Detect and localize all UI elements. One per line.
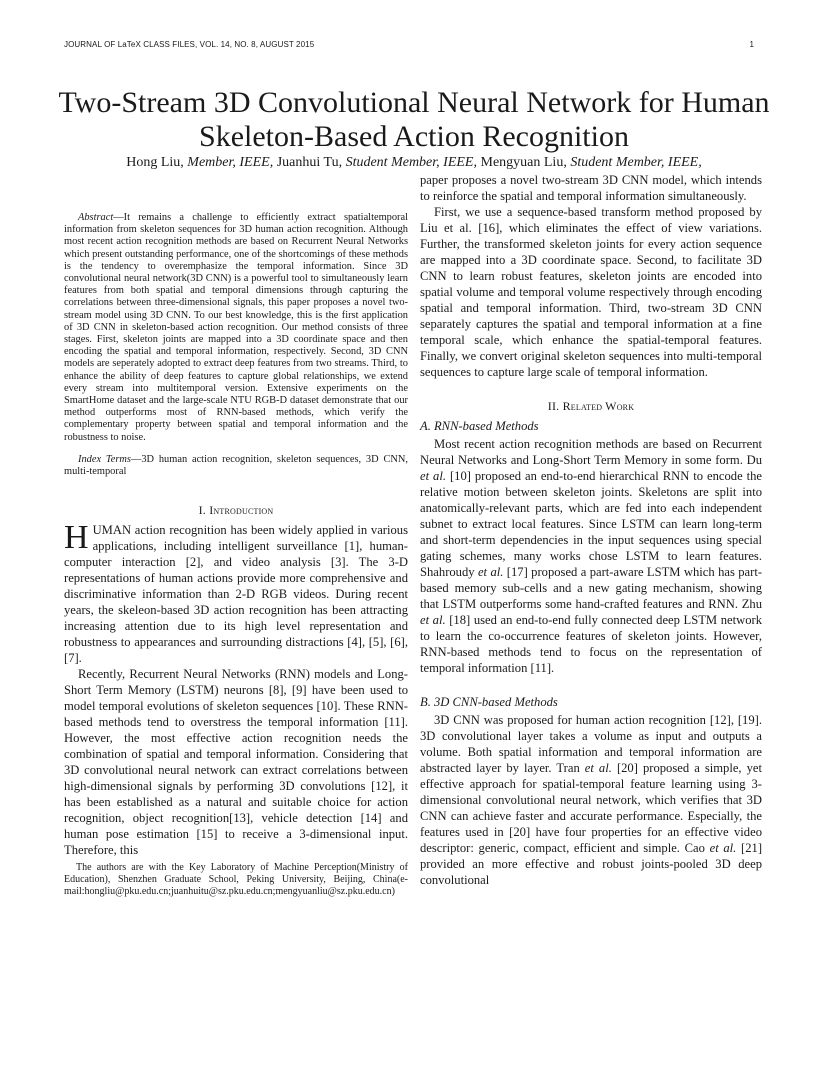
abstract — [64, 212, 408, 444]
author-name: Hong Liu, — [126, 155, 184, 170]
section-heading-related-work — [420, 398, 762, 414]
author-role: Member, IEEE, — [187, 155, 274, 170]
subsection-heading-rnn: A. RNN-based Methods — [420, 419, 539, 433]
et-al: et al. — [420, 469, 446, 483]
et-al: et al. — [584, 761, 612, 775]
author-name: Juanhui Tu, — [276, 155, 343, 170]
section-title: Related Work — [562, 399, 635, 413]
text-run: [10] proposed an end-to-end hierarchical RNN to encode the relative motion between skeleton joints. Skeletons are split into anatomically-relevant parts, which are fed into each independent subnet to extract local features. Since LSTM can learn long-term and short-term dependencies in the input sequences using special gating schemes, many works chose LSTM to learn features. Shahroudy — [420, 469, 763, 579]
abstract-text: —It remains a challenge to efficiently extract spatialtemporal information from skeleton sequences for 3D human action recognition. Although most recent action recognition methods are based on Recurrent Neural Networks which present outstanding performance, one of the shortcomings of these methods is the tendency to overemphasize the temporal information. Since 3D convolutional neural network(3D CNN) is a powerful tool to simultaneously learn features from both spatial and temporal dimensions through capturing the correlations between three-dimensional signals, this paper proposes a novel two-stream model using 3D CNN. To our best knowledge, this is the first application of 3D CNN in skeleton-based action recognition. Our method consists of three stages. First, skeleton joints are mapped into a 3D coordinate space and then encoding the spatial and temporal information, respectively. Second, 3D CNN models are seperately adopted to extract deep features from two streams. Third, to enhance the ability of deep features to capture global relationships, we extend every stream into multitemporal version. Extensive experiments on the SmartHome dataset and the large-scale NTU RGB-D dataset demonstrate that our method outperforms most of RNN-based methods, which verify the complementary property between spatial and temporal information and the robustness to noise. — [64, 212, 408, 443]
right-column — [420, 172, 762, 888]
text-run: [21] provided an more effective and robust joints-pooled 3D deep convolutional — [420, 841, 763, 887]
section-numeral: II. — [547, 399, 560, 413]
et-al: et al. — [709, 841, 737, 855]
abstract-label: Abstract — [78, 212, 114, 223]
text-run: 3D CNN was proposed for human action recognition [12], [19]. 3D convolutional layer takes a volume as input and outputs a volume. Both spatial information and temporal information are abstracted layer by layer. Tran — [420, 713, 762, 775]
running-header — [64, 40, 754, 54]
text-run: [20] proposed a simple, yet effective approach for spatial-temporal feature learning using 3-dimensional convolutional neural network, which verifies that 3D CNN can achieve faster and accurate performance. Especially, the features used in [20] have four properties for an effective video descriptor: generic, compact, efficient and simple. Cao — [420, 761, 762, 855]
drop-cap: H — [64, 519, 89, 557]
index-terms-text: —3D human action recognition, skeleton sequences, 3D CNN, multi-temporal — [64, 453, 408, 478]
section-title: Introduction — [209, 503, 274, 518]
index-terms — [64, 454, 408, 478]
et-al: et al. — [420, 613, 446, 627]
intro-paragraph-1-text: UMAN action recognition has been widely applied in various applications, including intelligent surveillance [1], human-computer interaction [2], and video analysis [3]. The 3-D representations of human actions provide more comprehensive and discriminative information than 2-D RGB videos. During recent years, the skeleon-based 3D action recognition has been attracting increasing attention due to its high level representation and robustness to appearances and surrounding distractions [4], [5], [6], [7]. — [64, 523, 408, 666]
subsection-heading-3dcnn: B. 3D CNN-based Methods — [420, 695, 558, 709]
affiliation-footnote: The authors are with the Key Laboratory of Machine Perception(Ministry of Education), Shenzhen Graduate School, Peking University, Beijing, China(e-mail:hongliu@pku.edu.cn;juanhuitu@sz.pku.edu.cn;mengyuanliu@sz.pku.edu.cn) — [64, 862, 408, 898]
text-run: Most recent action recognition methods are based on Recurrent Neural Networks and Long-Short Term Memory in some form. Du — [420, 437, 762, 467]
rnn-paragraph — [420, 436, 762, 676]
text-run: [17] proposed a part-aware LSTM which has part-based memory sub-cells and a new gating mechanism, showing that LSTM outperforms some hand-crafted features and RNN. Zhu — [420, 565, 763, 611]
page-number: 1 — [749, 40, 754, 49]
index-terms-label: Index Terms — [78, 453, 131, 465]
intro-paragraph-3: First, we use a sequence-based transform method proposed by Liu et al. [16], which eliminates the effect of view variations. Further, the transformed skeleton joints for every action sequence are mapped into a 3D coordinate space. Second, to facilitate 3D CNN to learn robust features, skeleton joints are encoded into spatial volume and temporal volume respectively through encoding spatial and temporal information. Third, two-stream 3D CNN separately captures the spatial and temporal information at a fine temporal scale, which enhance the spatial-temporal features. Finally, we convert original skeleton sequences into multi-temporal sequences to capture large scale of temporal information. — [420, 205, 762, 379]
author-role: Student Member, IEEE, — [345, 155, 477, 170]
author-role: Student Member, IEEE, — [570, 155, 702, 170]
intro-paragraph-continued: paper proposes a novel two-stream 3D CNN model, which intends to reinforce the spatial and temporal information simultaneously. — [420, 173, 762, 203]
left-column — [64, 206, 408, 898]
paper-title: Two-Stream 3D Convolutional Neural Network for Human Skeleton-Based Action Recognition — [58, 86, 770, 153]
journal-name: JOURNAL OF LaTeX CLASS FILES, VOL. 14, NO. 8, AUGUST 2015 — [64, 40, 315, 49]
section-numeral: I. — [198, 503, 207, 518]
section-heading-introduction — [64, 502, 408, 518]
cnn-paragraph — [420, 712, 762, 888]
et-al: et al. — [477, 565, 504, 579]
intro-paragraph-1 — [64, 519, 408, 666]
author-list — [40, 154, 788, 172]
intro-paragraph-2: Recently, Recurrent Neural Networks (RNN) models and Long-Short Term Memory (LSTM) neurons [8], [9] have been used to model temporal evolutions of skeleton sequences [10]. These RNN-based methods tend to overstress the temporal information [11]. However, the most effective action recognition needs the combination of spatial and temporal information. Considering that 3D convolutional neural network can extract correlations between high-dimensional signals by performing 3D convolutions [12], it has been established as a natural and suitable choice for action recognition, object recognition[13], vehicle detection [14] and human pose estimation [15] to receive a 3-dimensional input. Therefore, this — [64, 667, 408, 858]
text-run: [18] used an end-to-end fully connected deep LSTM network to learn the co-occurrence features of skeleton joints. However, RNN-based methods tend to focus on the representation of temporal information [11]. — [420, 613, 762, 675]
author-name: Mengyuan Liu, — [480, 155, 567, 170]
